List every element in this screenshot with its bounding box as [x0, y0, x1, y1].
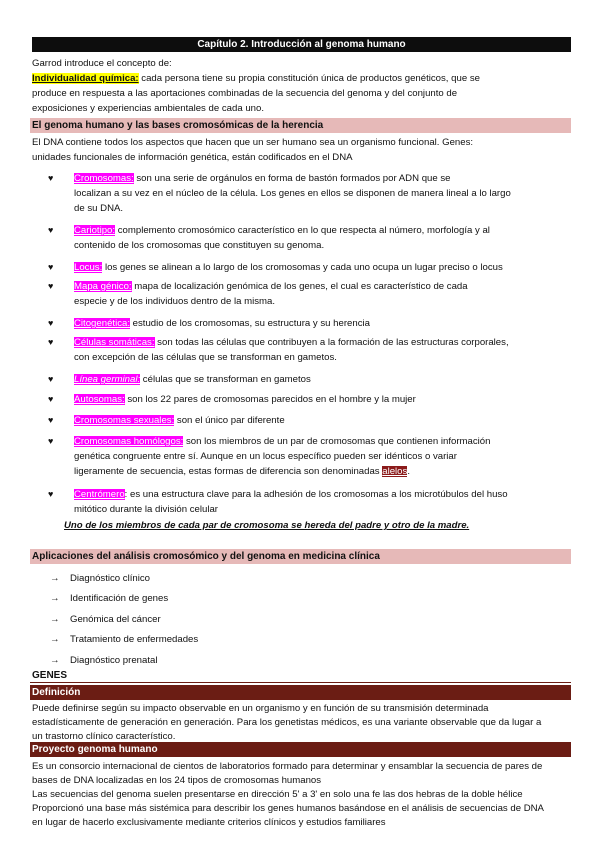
term-locus: Locus:	[74, 262, 103, 273]
list-item	[48, 316, 574, 331]
heart-bullet-icon: ♥	[48, 489, 54, 499]
item-text: Genómica del cáncer	[70, 614, 161, 625]
arrow-right-icon: →	[50, 573, 60, 584]
item-text: mapa de localización genómica de los genes, el cual es característico de cada	[131, 281, 468, 292]
list-item	[48, 413, 574, 428]
item-text: contenido de los cromosomas que constituyen su genoma.	[74, 240, 325, 251]
heart-bullet-icon: ♥	[48, 262, 54, 272]
proj-line3: Las secuencias del genoma suelen presentarse en dirección 5' a 3' en solo una fe las dos hebras de la doble hélice	[32, 789, 523, 800]
heart-bullet-icon: ♥	[48, 225, 54, 235]
term-cromosomas-sexuales: Cromosomas sexuales:	[74, 415, 175, 426]
item-text: son una serie de orgánulos en forma de bastón formados por ADN que se	[133, 173, 451, 184]
term-alelos: alelos	[382, 466, 408, 477]
list-item	[48, 335, 574, 365]
inheritance-note: Uno de los miembros de cada par de cromosoma se hereda del padre y otro de la madre.	[64, 520, 470, 531]
heart-bullet-icon: ♥	[48, 173, 54, 183]
arrow-right-icon: →	[50, 655, 60, 666]
gene-def-line2: estadísticamente de generación en generación. Para los genetistas médicos, es una variante observable que da lugar a	[32, 717, 542, 728]
gene-def-line3: un trastorno clínico característico.	[32, 731, 176, 742]
term-cariotipo: Cariotipo:	[74, 225, 116, 236]
heart-bullet-icon: ♥	[48, 415, 54, 425]
section-heading-aplicaciones: Aplicaciones del análisis cromosómico y del genoma en medicina clínica	[30, 549, 571, 564]
item-text: ligeramente de secuencia, estas formas de diferencia son denominadas	[74, 466, 383, 477]
heart-bullet-icon: ♥	[48, 374, 54, 384]
item-text: .	[407, 466, 410, 477]
item-text: Identificación de genes	[70, 593, 169, 604]
list-item	[50, 591, 168, 606]
list-item	[48, 171, 574, 216]
proj-line2: bases de DNA localizadas en los 24 tipos de cromosomas humanos	[32, 775, 322, 786]
item-text: de su DNA.	[74, 203, 124, 214]
item-text: son los 22 pares de cromosomas parecidos en el hombre y la mujer	[124, 394, 416, 405]
item-text: estudio de los cromosomas, su estructura y su herencia	[130, 318, 370, 329]
section-heading-genoma: El genoma humano y las bases cromosómicas de la herencia	[30, 118, 571, 133]
list-item	[50, 612, 161, 627]
item-text: complemento cromosómico característico en lo que respecta al número, morfología y al	[115, 225, 490, 236]
heart-bullet-icon: ♥	[48, 281, 54, 291]
term-autosomas: Autosomas:	[74, 394, 125, 405]
item-text: localizan a su vez en el núcleo de la célula. Los genes en ellos se disponen de manera lineal a lo largo	[74, 188, 511, 199]
list-item	[48, 372, 574, 387]
proj-line1: Es un consorcio internacional de cientos de laboratorios formado para determinar y ensamblar la secuencia de pares de	[32, 761, 543, 772]
item-text: son el único par diferente	[174, 415, 285, 426]
list-item	[50, 571, 150, 586]
intro-def-line3: exposiciones y experiencias ambientales de cada uno.	[32, 103, 264, 114]
item-text: especie y de los individuos dentro de la misma.	[74, 296, 276, 307]
list-item	[48, 392, 574, 407]
section1-para-line1: El DNA contiene todos los aspectos que hacen que un ser humano sea un organismo funcional. Genes:	[32, 137, 474, 148]
heart-bullet-icon: ♥	[48, 436, 54, 446]
list-item	[50, 653, 157, 668]
genes-heading: GENES	[30, 669, 571, 683]
intro-line: Garrod introduce el concepto de:	[32, 58, 172, 69]
term-celulas-somaticas: Células somáticas:	[74, 337, 155, 348]
definicion-heading: Definición	[30, 685, 571, 700]
section1-para-line2: unidades funcionales de información genética, están codificados en el DNA	[32, 152, 353, 163]
proyecto-heading: Proyecto genoma humano	[30, 742, 571, 757]
list-item	[48, 260, 574, 275]
item-text: : es una estructura clave para la adhesión de los cromosomas a los microtúbulos del huso	[124, 489, 508, 500]
list-item	[48, 434, 574, 479]
heart-bullet-icon: ♥	[48, 337, 54, 347]
term-cromosomas-homologos: Cromosomas homólogos:	[74, 436, 184, 447]
item-text: células que se transforman en gametos	[140, 374, 311, 385]
list-item	[48, 279, 574, 309]
term-linea-germinal: Línea germinal:	[74, 374, 141, 385]
term-individualidad-quimica: Individualidad química:	[32, 73, 139, 84]
item-text: Tratamiento de enfermedades	[70, 634, 199, 645]
item-text: mitótico durante la división celular	[74, 504, 218, 515]
item-text: son todas las células que contribuyen a la formación de las estructuras corporales,	[154, 337, 509, 348]
item-text: los genes se alinean a lo largo de los cromosomas y cada uno ocupa un lugar preciso o locus	[102, 262, 503, 273]
item-text: Diagnóstico clínico	[70, 573, 150, 584]
arrow-right-icon: →	[50, 634, 60, 645]
list-item	[50, 632, 198, 647]
term-citogenetica: Citogenética:	[74, 318, 130, 329]
list-item	[48, 487, 574, 517]
item-text: Diagnóstico prenatal	[70, 655, 158, 666]
heart-bullet-icon: ♥	[48, 318, 54, 328]
proj-line5: en lugar de hacerlo exclusivamente mediante criterios clínicos y estudios familiares	[32, 817, 386, 828]
item-text: con excepción de las células que se transforman en gametos.	[74, 352, 337, 363]
chapter-title: Capítulo 2. Introducción al genoma humano	[32, 37, 571, 52]
intro-definition	[32, 71, 480, 86]
arrow-right-icon: →	[50, 614, 60, 625]
intro-def-text: cada persona tiene su propia constitución única de productos genéticos, que se	[138, 73, 480, 84]
intro-def-line2: produce en respuesta a las aportaciones combinadas de la secuencia del genoma y del conjunto de	[32, 88, 458, 99]
gene-def-line1: Puede definirse según su impacto observable en un organismo y en función de su transmisión determinada	[32, 703, 489, 714]
item-text: son los miembros de un par de cromosomas que contienen información	[183, 436, 491, 447]
item-text: genética congruente entre sí. Aunque en un locus específico pueden ser idénticos o variar	[74, 451, 457, 462]
term-cromosomas: Cromosomas:	[74, 173, 134, 184]
term-mapa-genico: Mapa génico:	[74, 281, 132, 292]
heart-bullet-icon: ♥	[48, 394, 54, 404]
list-item	[48, 223, 574, 253]
term-centromero: Centrómero	[74, 489, 125, 500]
proj-line4: Proporcionó una base más sistémica para describir los genes humanos basándose en el análisis de secuencias de DNA	[32, 803, 544, 814]
arrow-right-icon: →	[50, 593, 60, 604]
